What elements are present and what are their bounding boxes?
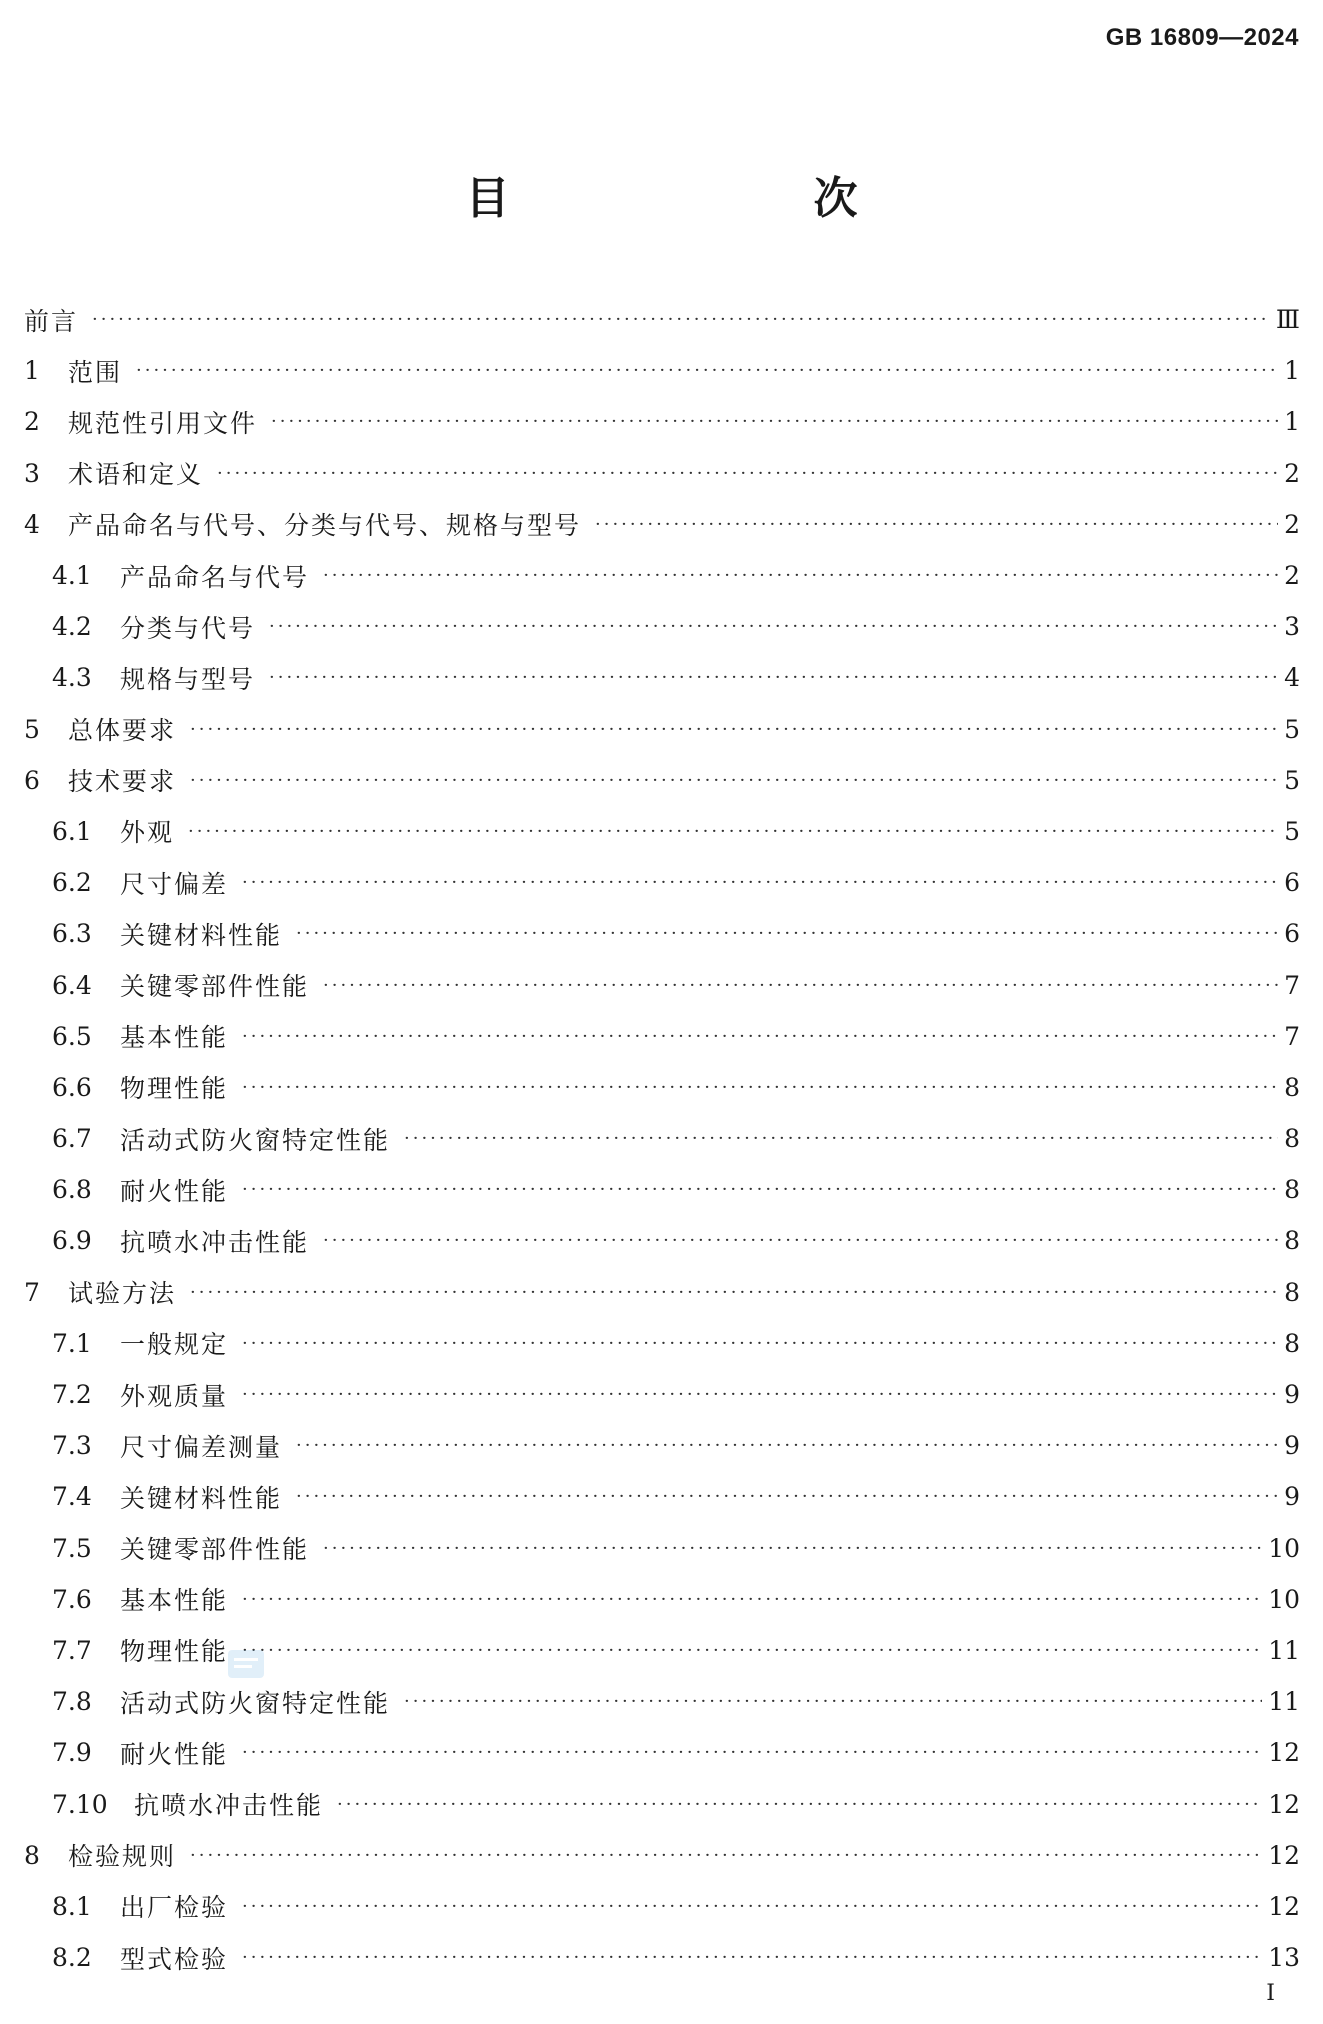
toc-entry-number: 7.8 bbox=[52, 1687, 92, 1717]
toc-entry[interactable] bbox=[24, 1318, 1300, 1369]
toc-entry[interactable] bbox=[24, 1727, 1300, 1778]
toc-entry-number: 1 bbox=[24, 356, 40, 386]
toc-dot-leader bbox=[190, 770, 1278, 791]
toc-dot-leader bbox=[242, 1333, 1278, 1354]
toc-dot-leader bbox=[136, 360, 1278, 381]
toc-entry[interactable] bbox=[24, 550, 1300, 601]
toc-entry-label: 尺寸偏差 bbox=[120, 869, 229, 899]
toc-entry[interactable] bbox=[24, 1676, 1300, 1727]
toc-entry-label: 关键材料性能 bbox=[120, 920, 283, 950]
toc-entry-page: 5 bbox=[1284, 714, 1300, 744]
toc-dot-leader bbox=[242, 1947, 1262, 1968]
toc-dot-leader bbox=[323, 1230, 1278, 1251]
toc-entry-label: 物理性能 bbox=[120, 1074, 229, 1104]
toc-entry-label: 总体要求 bbox=[68, 716, 177, 746]
toc-entry[interactable] bbox=[24, 857, 1300, 908]
toc-entry-number: 6 bbox=[24, 765, 40, 795]
toc-dot-leader bbox=[296, 923, 1278, 944]
toc-dot-leader bbox=[296, 1486, 1278, 1507]
toc-entry-number: 5 bbox=[24, 714, 40, 744]
toc-dot-leader bbox=[242, 1742, 1262, 1763]
toc-dot-leader bbox=[296, 1435, 1278, 1456]
toc-entry-page: 5 bbox=[1284, 765, 1300, 795]
toc-entry-page: 7 bbox=[1284, 970, 1300, 1000]
toc-entry-page: 12 bbox=[1268, 1789, 1300, 1819]
toc-entry[interactable] bbox=[24, 1369, 1300, 1420]
toc-entry-number: 6.8 bbox=[52, 1175, 92, 1205]
toc-entry[interactable] bbox=[24, 1164, 1300, 1215]
toc-entry-label: 物理性能 bbox=[120, 1637, 229, 1667]
toc-entry-label: 外观 bbox=[120, 818, 175, 848]
toc-entry-number: 7.6 bbox=[52, 1584, 92, 1614]
toc-entry-number: 7.3 bbox=[52, 1431, 92, 1461]
toc-entry-label: 外观质量 bbox=[120, 1381, 229, 1411]
toc-entry-label: 规范性引用文件 bbox=[68, 408, 258, 438]
toc-entry-number: 4.2 bbox=[52, 612, 92, 642]
toc-dot-leader bbox=[242, 1179, 1278, 1200]
toc-entry-number: 6.3 bbox=[52, 919, 92, 949]
toc-entry-number: 7.4 bbox=[52, 1482, 92, 1512]
toc-entry-page: 8 bbox=[1284, 1328, 1300, 1358]
toc-entry-page: 9 bbox=[1284, 1431, 1300, 1461]
toc-entry-page: 3 bbox=[1284, 612, 1300, 642]
toc-entry-page: 10 bbox=[1268, 1533, 1300, 1563]
toc-entry-page: 2 bbox=[1284, 458, 1300, 488]
toc-entry-number: 7.7 bbox=[52, 1635, 92, 1665]
toc-dot-leader bbox=[337, 1794, 1262, 1815]
toc-dot-leader bbox=[190, 1845, 1262, 1866]
toc-entry[interactable] bbox=[24, 704, 1300, 755]
toc-dot-leader bbox=[271, 411, 1278, 432]
toc-entry-page: 8 bbox=[1284, 1124, 1300, 1154]
toc-entry-number: 2 bbox=[24, 407, 40, 437]
toc-entry-page: 12 bbox=[1268, 1891, 1300, 1921]
toc-dot-leader bbox=[242, 1640, 1262, 1661]
toc-entry[interactable] bbox=[24, 1932, 1300, 1983]
toc-entry-number: 8.2 bbox=[52, 1943, 92, 1973]
toc-entry-number: 8.1 bbox=[52, 1891, 92, 1921]
toc-entry[interactable] bbox=[24, 1471, 1300, 1522]
toc-dot-leader bbox=[242, 1589, 1262, 1610]
toc-entry-number: 4 bbox=[24, 509, 40, 539]
toc-entry-page: 13 bbox=[1268, 1943, 1300, 1973]
toc-entry-label: 活动式防火窗特定性能 bbox=[120, 1125, 391, 1155]
toc-entry[interactable] bbox=[24, 294, 1300, 345]
toc-entry-page: 8 bbox=[1284, 1226, 1300, 1256]
toc-entry[interactable] bbox=[24, 1011, 1300, 1062]
toc-entry-number: 7 bbox=[24, 1277, 40, 1307]
toc-dot-leader bbox=[188, 821, 1278, 842]
toc-entry-label: 基本性能 bbox=[120, 1023, 229, 1053]
toc-dot-leader bbox=[92, 309, 1270, 330]
toc-entry[interactable] bbox=[24, 601, 1300, 652]
toc-dot-leader bbox=[595, 514, 1278, 535]
toc-entry-page: 2 bbox=[1284, 509, 1300, 539]
toc-entry-page: 5 bbox=[1284, 816, 1300, 846]
toc-entry-page: 8 bbox=[1284, 1175, 1300, 1205]
toc-entry[interactable] bbox=[24, 1881, 1300, 1932]
toc-entry-page: 8 bbox=[1284, 1277, 1300, 1307]
toc-entry-page: 9 bbox=[1284, 1380, 1300, 1410]
toc-entry-page: 11 bbox=[1268, 1635, 1300, 1665]
toc-entry-label: 型式检验 bbox=[120, 1944, 229, 1974]
toc-entry-page: 12 bbox=[1268, 1840, 1300, 1870]
toc-entry-number: 4.1 bbox=[52, 561, 92, 591]
toc-entry-number: 4.3 bbox=[52, 663, 92, 693]
page-number: Ⅰ bbox=[1266, 1981, 1275, 2006]
toc-entry-number: 7.10 bbox=[52, 1789, 108, 1819]
toc-dot-leader bbox=[242, 1026, 1278, 1047]
toc-entry-page: 10 bbox=[1268, 1584, 1300, 1614]
watermark-stamp-icon bbox=[226, 1644, 266, 1684]
toc-dot-leader bbox=[190, 719, 1278, 740]
toc-entry[interactable] bbox=[24, 345, 1300, 396]
toc-entry[interactable] bbox=[24, 1420, 1300, 1471]
page-title: 目 次 bbox=[465, 173, 930, 224]
toc-entry-number: 6.9 bbox=[52, 1226, 92, 1256]
toc-dot-leader bbox=[242, 1077, 1278, 1098]
toc-entry-label: 产品命名与代号 bbox=[120, 562, 310, 592]
toc-entry[interactable] bbox=[24, 959, 1300, 1010]
toc-entry-label: 一般规定 bbox=[120, 1330, 229, 1360]
toc-entry[interactable] bbox=[24, 448, 1300, 499]
toc-dot-leader bbox=[404, 1691, 1262, 1712]
toc-entry-number: 6.2 bbox=[52, 868, 92, 898]
toc-dot-leader bbox=[217, 463, 1278, 484]
toc-entry-label: 前言 bbox=[24, 306, 79, 336]
toc-dot-leader bbox=[323, 1538, 1262, 1559]
toc-dot-leader bbox=[242, 1896, 1262, 1917]
toc-dot-leader bbox=[323, 975, 1278, 996]
toc-dot-leader bbox=[269, 667, 1278, 688]
toc-entry-page: 1 bbox=[1284, 407, 1300, 437]
toc-entry-label: 活动式防火窗特定性能 bbox=[120, 1688, 391, 1718]
toc-entry-number: 6.4 bbox=[52, 970, 92, 1000]
toc-entry-label: 范围 bbox=[68, 357, 123, 387]
toc-entry-page: 2 bbox=[1284, 561, 1300, 591]
toc-entry-label: 关键零部件性能 bbox=[120, 1535, 310, 1565]
toc-entry-label: 技术要求 bbox=[68, 767, 177, 797]
toc-entry[interactable] bbox=[24, 652, 1300, 703]
toc-entry-label: 关键零部件性能 bbox=[120, 972, 310, 1002]
toc-entry-label: 耐火性能 bbox=[120, 1739, 229, 1769]
toc-entry[interactable] bbox=[24, 908, 1300, 959]
toc-entry[interactable] bbox=[24, 806, 1300, 857]
toc-entry[interactable] bbox=[24, 1625, 1300, 1676]
toc-entry-label: 检验规则 bbox=[68, 1842, 177, 1872]
toc-dot-leader bbox=[190, 1282, 1278, 1303]
toc-entry-label: 耐火性能 bbox=[120, 1176, 229, 1206]
toc-entry-page: 12 bbox=[1268, 1738, 1300, 1768]
toc-entry-label: 关键材料性能 bbox=[120, 1483, 283, 1513]
toc-entry[interactable] bbox=[24, 396, 1300, 447]
toc-dot-leader bbox=[242, 872, 1278, 893]
toc-entry-label: 产品命名与代号、分类与代号、规格与型号 bbox=[68, 511, 582, 541]
toc-entry[interactable] bbox=[24, 755, 1300, 806]
toc-entry[interactable] bbox=[24, 1830, 1300, 1881]
toc-dot-leader bbox=[269, 616, 1278, 637]
toc-entry[interactable] bbox=[24, 1523, 1300, 1574]
toc-entry-number: 8 bbox=[24, 1840, 40, 1870]
toc-entry-label: 抗喷水冲击性能 bbox=[134, 1791, 324, 1821]
toc-entry-page: 1 bbox=[1284, 356, 1300, 386]
toc-entry-number: 6.7 bbox=[52, 1124, 92, 1154]
toc-entry-label: 尺寸偏差测量 bbox=[120, 1432, 283, 1462]
toc-entry-page: 7 bbox=[1284, 1021, 1300, 1051]
toc-entry-number: 7.1 bbox=[52, 1328, 92, 1358]
toc-entry[interactable] bbox=[24, 1574, 1300, 1625]
toc-entry-page: 4 bbox=[1284, 663, 1300, 693]
toc-entry-page: 6 bbox=[1284, 868, 1300, 898]
toc-entry-label: 规格与型号 bbox=[120, 664, 256, 694]
toc-entry[interactable] bbox=[24, 1113, 1300, 1164]
toc-dot-leader bbox=[242, 1384, 1278, 1405]
toc-dot-leader bbox=[404, 1128, 1278, 1149]
toc-entry-label: 分类与代号 bbox=[120, 613, 256, 643]
toc-entry[interactable] bbox=[24, 1778, 1300, 1829]
toc-entry[interactable] bbox=[24, 499, 1300, 550]
toc-entry-label: 基本性能 bbox=[120, 1586, 229, 1616]
table-of-contents bbox=[24, 294, 1300, 1983]
toc-entry-number: 6.6 bbox=[52, 1072, 92, 1102]
toc-entry-page: 8 bbox=[1284, 1072, 1300, 1102]
toc-entry-label: 抗喷水冲击性能 bbox=[120, 1227, 310, 1257]
toc-entry-number: 3 bbox=[24, 458, 40, 488]
toc-dot-leader bbox=[323, 565, 1278, 586]
toc-entry[interactable] bbox=[24, 1062, 1300, 1113]
toc-entry-number: 7.9 bbox=[52, 1738, 92, 1768]
toc-entry-label: 术语和定义 bbox=[68, 460, 204, 490]
toc-entry-page: 6 bbox=[1284, 919, 1300, 949]
toc-entry-number: 6.5 bbox=[52, 1021, 92, 1051]
toc-entry-page: Ⅲ bbox=[1275, 305, 1300, 335]
toc-entry[interactable] bbox=[24, 1267, 1300, 1318]
toc-entry-label: 试验方法 bbox=[68, 1279, 177, 1309]
toc-entry[interactable] bbox=[24, 1215, 1300, 1266]
toc-entry-number: 7.2 bbox=[52, 1380, 92, 1410]
toc-entry-label: 出厂检验 bbox=[120, 1893, 229, 1923]
toc-entry-page: 9 bbox=[1284, 1482, 1300, 1512]
toc-entry-number: 7.5 bbox=[52, 1533, 92, 1563]
standard-code: GB 16809—2024 bbox=[1105, 24, 1299, 51]
toc-entry-number: 6.1 bbox=[52, 816, 92, 846]
toc-entry-page: 11 bbox=[1268, 1687, 1300, 1717]
